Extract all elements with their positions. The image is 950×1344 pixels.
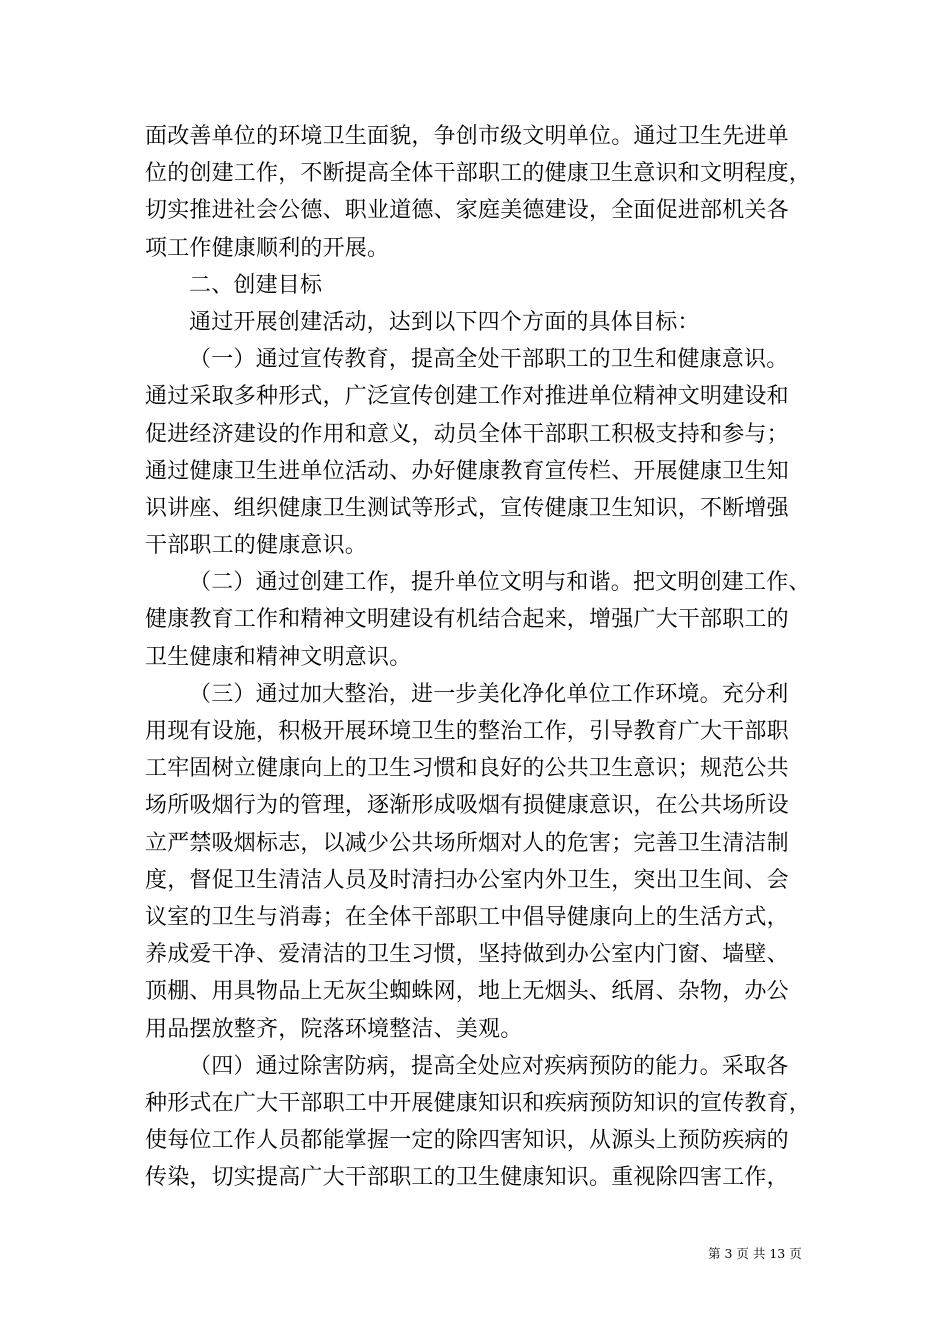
text-line: 识讲座、组织健康卫生测试等形式，宣传健康卫生知识，不断增强 [145,495,789,521]
text-line: （三）通过加大整治，进一步美化净化单位工作环境。充分利 [189,681,789,707]
text-line: 卫生健康和精神文明意识。 [145,644,412,670]
text-line: 面改善单位的环境卫生面貌，争创市级文明单位。通过卫生先进单 [145,124,789,149]
text-line: 通过开展创建活动，达到以下四个方面的具体目标： [189,309,700,335]
text-line: 种形式在广大干部职工中开展健康知识和疾病预防知识的宣传教育， [145,1090,812,1116]
section-heading: 二、创建目标 [189,272,323,298]
text-line: 项工作健康顺利的开展。 [145,235,390,261]
text-line: 通过健康卫生进单位活动、办好健康教育宣传栏、开展健康卫生知 [145,458,789,484]
text-line: 用品摆放整齐，院落环境整洁、美观。 [145,1016,523,1042]
text-line: 度，督促卫生清洁人员及时清扫办公室内外卫生，突出卫生间、会 [145,867,789,893]
text-line: 使每位工作人员都能掌握一定的除四害知识，从源头上预防疾病的 [145,1128,789,1154]
text-line: 切实推进社会公德、职业道德、家庭美德建设，全面促进部机关各 [145,198,789,224]
text-line: 位的创建工作，不断提高全体干部职工的健康卫生意识和文明程度， [145,161,812,187]
text-line: 干部职工的健康意识。 [145,533,368,559]
text-line: 场所吸烟行为的管理，逐渐形成吸烟有损健康意识，在公共场所设 [145,793,789,819]
text-line: 立严禁吸烟标志，以减少公共场所烟对人的危害；完善卫生清洁制 [145,830,789,856]
text-line: 健康教育工作和精神文明建设有机结合起来，增强广大干部职工的 [145,607,789,633]
text-line: 议室的卫生与消毒；在全体干部职工中倡导健康向上的生活方式， [145,904,789,930]
page-number-footer: 第 3 页 共 13 页 [708,1246,802,1261]
text-line: 养成爱干净、爱清洁的卫生习惯，坚持做到办公室内门窗、墙壁、 [145,942,789,968]
text-line: 传染，切实提高广大干部职工的卫生健康知识。重视除四害工作， [145,1165,789,1191]
text-line: 促进经济建设的作用和意义，动员全体干部职工积极支持和参与； [145,421,789,447]
text-line: 工牢固树立健康向上的卫生习惯和良好的公共卫生意识；规范公共 [145,756,789,782]
text-line: （一）通过宣传教育，提高全处干部职工的卫生和健康意识。 [189,347,789,373]
text-line: （四）通过除害防病，提高全处应对疾病预防的能力。采取各 [189,1053,789,1079]
text-line: 用现有设施，积极开展环境卫生的整治工作，引导教育广大干部职 [145,719,789,744]
text-line: 通过采取多种形式，广泛宣传创建工作对推进单位精神文明建设和 [145,384,789,410]
document-body [145,118,810,1196]
text-line: （二）通过创建工作，提升单位文明与和谐。把文明创建工作、 [189,570,811,596]
text-line: 顶棚、用具物品上无灰尘蜘蛛网，地上无烟头、纸屑、杂物，办公 [145,979,789,1005]
